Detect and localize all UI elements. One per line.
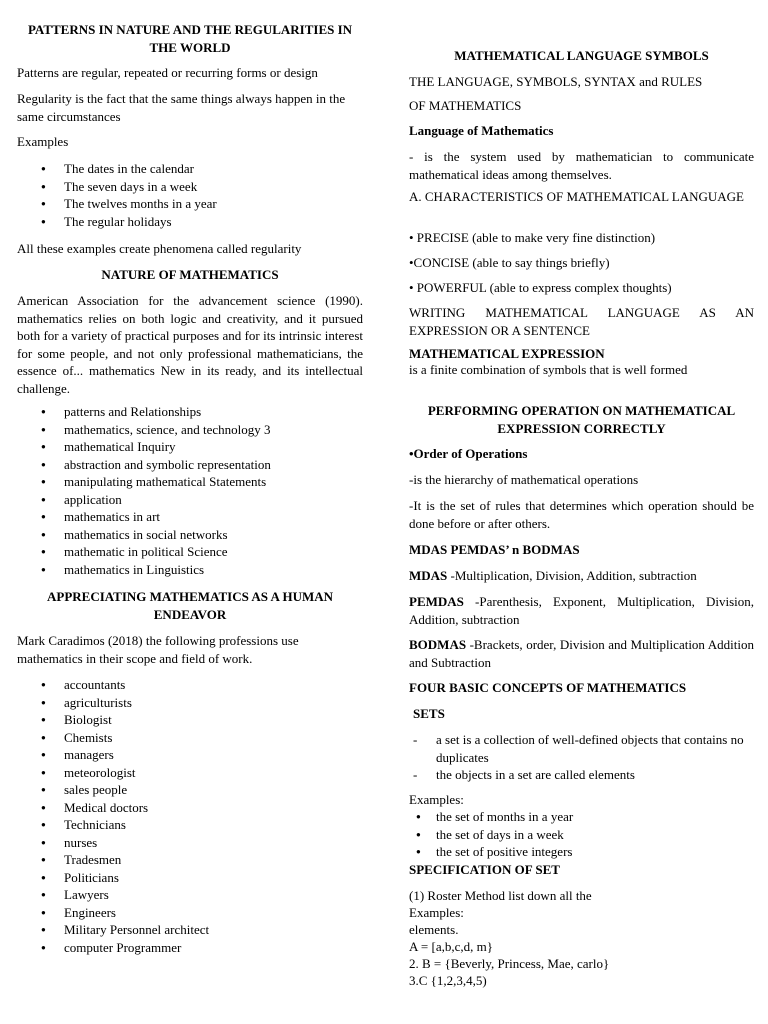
regularity-definition: Regularity is the fact that the same things always happen in the same circumstances [17,91,346,124]
example-c: 3.C {1,2,3,4,5) [409,973,487,988]
list-item: ● meteorologist [17,764,363,782]
pemdas-label: PEMDAS [409,594,464,609]
list-item: ● abstraction and symbolic representation [17,456,363,474]
example-b: 2. B = {Beverly, Princess, Mae, carlo} [409,956,610,971]
writing-heading: WRITING MATHEMATICAL LANGUAGE AS AN EXPRESSION OR A SENTENCE [409,305,754,338]
list-item: ● mathematics in Linguistics [17,561,363,579]
roster-examples-label: Examples: [409,905,464,920]
language-definition: - is the system used by mathematician to communicate mathematical ideas among themselves. [409,149,754,182]
list-item: ● mathematics in social networks [17,526,363,544]
mdas-text: -Multiplication, Division, Addition, subtraction [447,568,697,583]
list-item: ● Politicians [17,869,363,887]
list-item: ● mathematic in political Science [17,543,363,561]
list-item: ● Technicians [17,816,363,834]
order-heading: •Order of Operations [409,446,528,461]
bodmas-text: -Brackets, order, Division and Multiplication Addition and Subtraction [409,637,754,670]
symbols-title: MATHEMATICAL LANGUAGE SYMBOLS [454,48,709,63]
mdas-line [409,567,697,585]
list-item: ● managers [17,746,363,764]
list-item: ● The seven days in a week [17,178,363,196]
list-item: ● computer Programmer [17,939,363,957]
pemdas-line [409,593,754,628]
list-item: ● The twelves months in a year [17,195,363,213]
expression-definition: is a finite combination of symbols that is well formed [409,362,688,377]
sets-heading: SETS [413,706,445,721]
list-item: ● The regular holidays [17,213,363,231]
order-definition-2: -It is the set of rules that determines which operation should be done before or after others. [409,498,754,531]
list-item: ● manipulating mathematical Statements [17,473,363,491]
specification-heading: SPECIFICATION OF SET [409,862,560,877]
language-line-1: THE LANGUAGE, SYMBOLS, SYNTAX and RULES [409,74,703,89]
list-item: ● sales people [17,781,363,799]
four-concepts-heading: FOUR BASIC CONCEPTS OF MATHEMATICS [409,680,687,695]
list-item: ● The dates in the calendar [17,160,363,178]
expression-heading: MATHEMATICAL EXPRESSION [409,346,605,361]
list-item: ● agriculturists [17,694,363,712]
sets-examples-list [409,808,754,861]
nature-list [17,403,363,578]
patterns-definition: Patterns are regular, repeated or recurring forms or design [17,65,318,80]
list-item: ● Chemists [17,729,363,747]
patterns-title: PATTERNS IN NATURE AND THE REGULARITIES IN THE WORLD [27,22,353,55]
roster-elements: elements. [409,922,459,937]
list-item: ● Lawyers [17,886,363,904]
order-definition-1: -is the hierarchy of mathematical operations [409,472,639,487]
professions-list [17,676,363,956]
example-a: A = [a,b,c,d, m} [409,939,493,954]
pemdas-text: -Parenthesis, Exponent, Multiplication, Division, Addition, subtraction [409,594,754,627]
list-item: ● Tradesmen [17,851,363,869]
list-item: ● the set of positive integers [409,843,754,861]
powerful-item: • POWERFUL (able to express complex thoughts) [409,280,672,295]
nature-paragraph: American Association for the advancement science (1990). mathematics relies on both logic and creativity, and it pursued both for a variety of practical purposes and for its intrinsic interest for some people, and not only professional mathematicians, the essence of... mathematics New in its ready, and its intellectual challenge. [17,293,363,396]
list-item: ● mathematical Inquiry [17,438,363,456]
language-line-2: OF MATHEMATICS [409,98,522,113]
list-item: - the objects in a set are called elements [409,766,754,784]
mdas-heading: MDAS PEMDAS’ n BODMAS [409,542,580,557]
performing-title: PERFORMING OPERATION ON MATHEMATICAL EXPRESSION CORRECTLY [427,403,736,436]
nature-title: NATURE OF MATHEMATICS [101,267,279,282]
examples-label: Examples [17,134,69,149]
list-item: ● mathematics in art [17,508,363,526]
roster-method: (1) Roster Method list down all the [409,888,592,903]
mdas-label: MDAS [409,568,448,583]
list-item: ● the set of months in a year [409,808,754,826]
list-item: ● mathematics, science, and technology 3 [17,421,363,439]
list-item: - a set is a collection of well-defined objects that contains no duplicates [409,731,754,766]
appreciating-title: APPRECIATING MATHEMATICS AS A HUMAN ENDEAVOR [46,589,334,622]
list-item: ● accountants [17,676,363,694]
bodmas-label: BODMAS [409,637,467,652]
language-heading: Language of Mathematics [409,123,554,138]
list-item: ● Military Personnel architect [17,921,363,939]
examples-list [17,160,363,230]
list-item: ● Engineers [17,904,363,922]
characteristics-title: A. CHARACTERISTICS OF MATHEMATICAL LANGUAGE [409,189,744,204]
sets-examples-label: Examples: [409,792,464,807]
bodmas-line [409,636,754,671]
appreciating-paragraph: Mark Caradimos (2018) the following professions use mathematics in their scope and field of work. [17,633,299,666]
list-item: ● Medical doctors [17,799,363,817]
list-item: ● patterns and Relationships [17,403,363,421]
list-item: ● Biologist [17,711,363,729]
list-item: ● nurses [17,834,363,852]
concise-item: •CONCISE (able to say things briefly) [409,255,610,270]
examples-summary: All these examples create phenomena called regularity [17,241,302,256]
list-item: ● application [17,491,363,509]
list-item: ● the set of days in a week [409,826,754,844]
precise-item: • PRECISE (able to make very fine distinction) [409,230,656,245]
sets-list [409,731,754,784]
